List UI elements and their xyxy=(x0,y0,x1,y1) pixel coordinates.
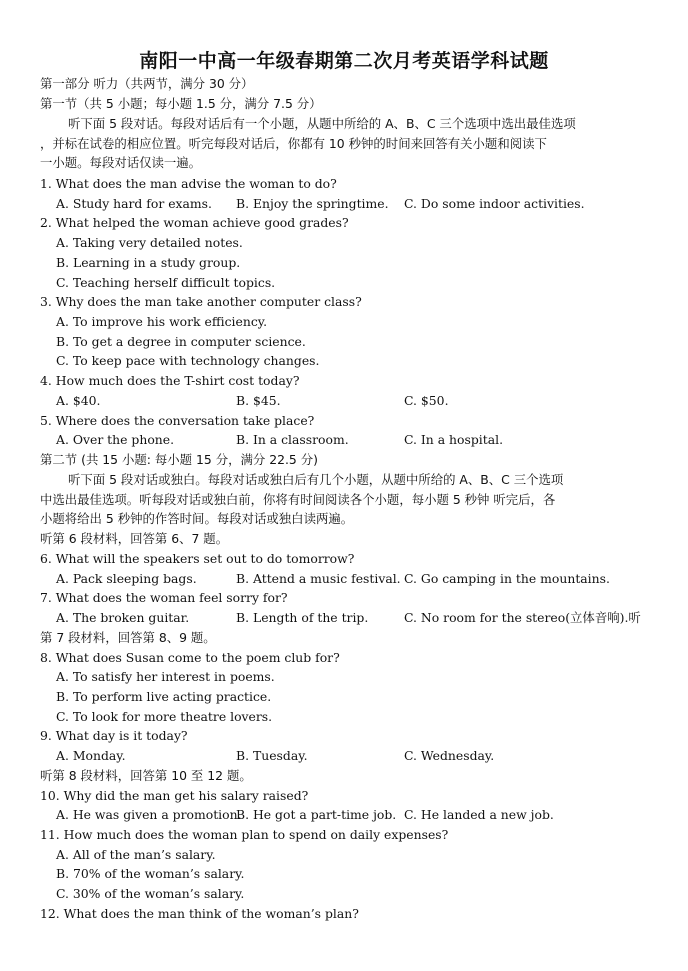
question-4-option-a: A. $40. xyxy=(56,393,101,408)
question-11-option-b: B. 70% of the woman’s salary. xyxy=(56,866,245,881)
material-7-heading: 第 7 段材料，回答第 8、9 题。 xyxy=(40,630,216,645)
exam-title: 南阳一中高一年级春期第二次月考英语学科试题 xyxy=(139,50,549,72)
question-11-stem: 11. How much does the woman plan to spend on daily expenses? xyxy=(40,827,449,842)
question-6-option-c: C. Go camping in the mountains. xyxy=(404,571,610,586)
question-11-option-c: C. 30% of the woman’s salary. xyxy=(56,886,245,901)
question-8-option-c: C. To look for more theatre lovers. xyxy=(56,709,273,724)
question-7-stem: 7. What does the woman feel sorry for? xyxy=(40,590,288,605)
question-9-option-c: C. Wednesday. xyxy=(404,748,495,763)
question-4-option-c: C. $50. xyxy=(404,393,449,408)
question-2-option-a: A. Taking very detailed notes. xyxy=(56,235,243,250)
material-6-heading: 听第 6 段材料，回答第 6、7 题。 xyxy=(40,531,229,546)
question-10-stem: 10. Why did the man get his salary raised? xyxy=(40,788,309,803)
question-10-option-c: C. He landed a new job. xyxy=(404,807,554,822)
question-8-stem: 8. What does Susan come to the poem club for? xyxy=(40,650,340,665)
question-3-stem: 3. Why does the man take another computer class? xyxy=(40,294,362,309)
question-3-option-c: C. To keep pace with technology changes. xyxy=(56,353,320,368)
question-6-option-b: B. Attend a music festival. xyxy=(236,571,401,586)
question-6-stem: 6. What will the speakers set out to do tomorrow? xyxy=(40,551,355,566)
question-11-option-a: A. All of the man’s salary. xyxy=(56,847,216,862)
question-4-option-b: B. $45. xyxy=(236,393,281,408)
question-5-option-c: C. In a hospital. xyxy=(404,432,504,447)
question-10-option-b: B. He got a part-time job. xyxy=(236,807,397,822)
section1-header: 第一节（共 5 小题；每小题 1.5 分，满分 7.5 分） xyxy=(40,96,322,111)
question-1-option-c: C. Do some indoor activities. xyxy=(404,196,585,211)
question-1-option-a: A. Study hard for exams. xyxy=(56,196,212,211)
question-12-stem: 12. What does the man think of the woman’s plan? xyxy=(40,906,359,921)
section1-instructions-line2: ，并标在试卷的相应位置。听完每段对话后，你都有 10 秒钟的时间来回答有关小题和阅读下 xyxy=(40,136,547,151)
question-5-option-b: B. In a classroom. xyxy=(236,432,349,447)
question-1-stem: 1. What does the man advise the woman to do? xyxy=(40,176,337,191)
question-9-stem: 9. What day is it today? xyxy=(40,728,188,743)
section2-instructions-line2: 中选出最佳选项。听每段对话或独白前，你将有时间阅读各个小题，每小题 5 秒钟 听完后，各 xyxy=(40,492,556,507)
question-3-option-b: B. To get a degree in computer science. xyxy=(56,334,306,349)
question-8-option-a: A. To satisfy her interest in poems. xyxy=(56,669,275,684)
question-1-option-b: B. Enjoy the springtime. xyxy=(236,196,389,211)
section2-header: 第二节 (共 15 小题: 每小题 15 分，满分 22.5 分) xyxy=(40,452,318,467)
question-4-stem: 4. How much does the T-shirt cost today? xyxy=(40,373,300,388)
part1-header: 第一部分 听力（共两节，满分 30 分） xyxy=(40,76,254,91)
section2-instructions-line1: 听下面 5 段对话或独白。每段对话或独白后有几个小题，从题中所给的 A、B、C 三个选项 xyxy=(68,472,564,487)
question-7-option-c: C. No room for the stereo(立体音响).听 xyxy=(404,610,641,625)
question-6-option-a: A. Pack sleeping bags. xyxy=(56,571,197,586)
question-5-stem: 5. Where does the conversation take place? xyxy=(40,413,315,428)
question-9-option-b: B. Tuesday. xyxy=(236,748,308,763)
question-2-stem: 2. What helped the woman achieve good grades? xyxy=(40,215,349,230)
question-8-option-b: B. To perform live acting practice. xyxy=(56,689,272,704)
question-2-option-b: B. Learning in a study group. xyxy=(56,255,241,270)
material-8-heading: 听第 8 段材料，回答第 10 至 12 题。 xyxy=(40,768,252,783)
question-3-option-a: A. To improve his work efficiency. xyxy=(56,314,268,329)
section1-instructions-line1: 听下面 5 段对话。每段对话后有一个小题，从题中所给的 A、B、C 三个选项中选出最佳选项 xyxy=(68,116,576,131)
question-7-option-a: A. The broken guitar. xyxy=(56,610,190,625)
question-2-option-c: C. Teaching herself difficult topics. xyxy=(56,275,276,290)
section1-instructions-line3: 一小题。每段对话仅读一遍。 xyxy=(40,155,202,170)
section2-instructions-line3: 小题将给出 5 秒钟的作答时间。每段对话或独白读两遍。 xyxy=(40,511,354,526)
question-7-option-b: B. Length of the trip. xyxy=(236,610,369,625)
question-10-option-a: A. He was given a promotion. xyxy=(56,807,242,822)
question-9-option-a: A. Monday. xyxy=(56,748,126,763)
question-5-option-a: A. Over the phone. xyxy=(56,432,175,447)
